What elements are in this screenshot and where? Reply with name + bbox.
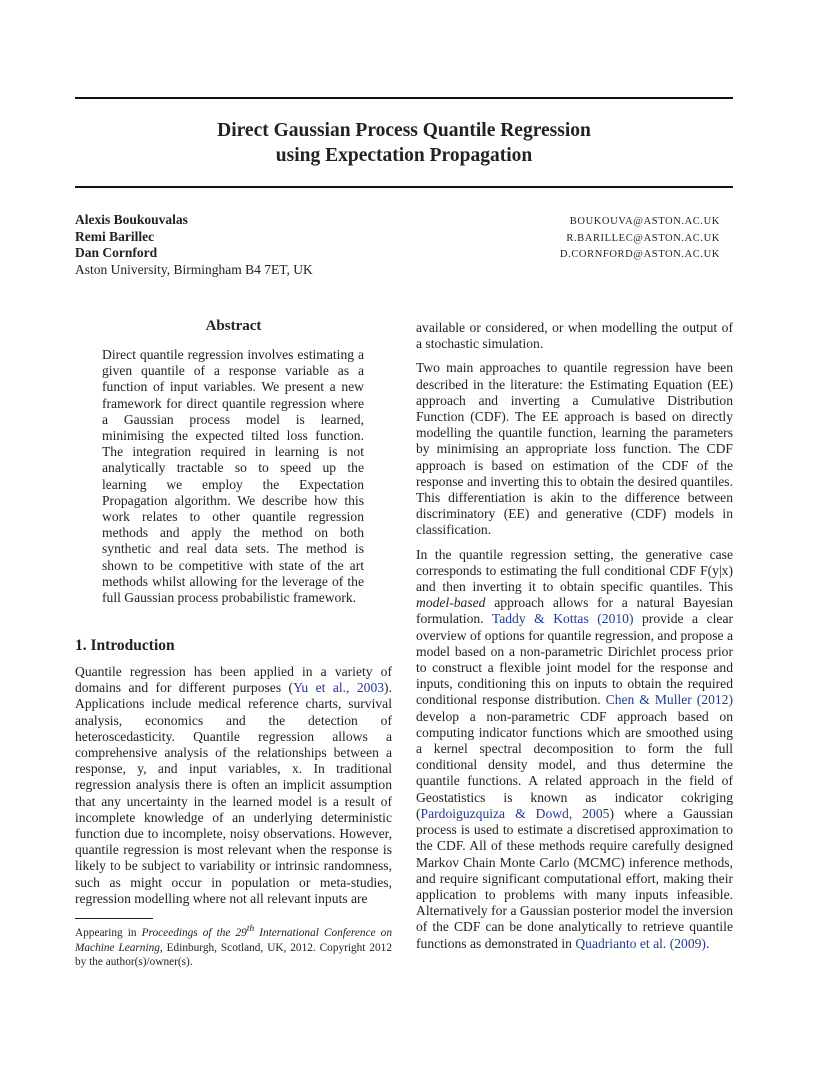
citation-link[interactable]: Taddy & Kottas (2010) [491, 611, 634, 627]
text-run: Quantile regression has been applied in a variety of domains and for different purposes ( [75, 664, 392, 696]
abstract-heading: Abstract [205, 318, 262, 334]
author-block [75, 212, 313, 278]
citation-link[interactable]: Pardoiguzquiza & Dowd, 2005 [420, 805, 610, 821]
text-run: ) where a Gaussian process is used to estimate a discretised approximation to the CDF. All of these methods require carefully designed Markov Chain Monte Carlo (MCMC) inference methods, and require significant computational effort, making their application to problems with many inputs infeasible. Alternatively for a Gaussian posterior model the inversion of the CDF can be done analytically to retrieve quantile functions as demonstrated in [416, 805, 733, 951]
emphasis-text: model-based [416, 595, 486, 611]
text-run: develop a non-parametric CDF approach based on computing indicator functions which are smoothed using a kernel spectral decomposition to form the full conditional density model, and thus determine the quantile functions. A related approach in the field of Geostatistics is known as indicator cokriging ( [416, 708, 733, 821]
author-name: Dan Cornford [75, 245, 158, 260]
title-bottom-rule [75, 186, 733, 188]
citation-link[interactable]: Yu et al., 2003 [293, 680, 385, 696]
text-run: In the quantile regression setting, the generative case corresponds to estimating the full conditional CDF F(y|x) and then inverting it to obtain specific quantiles. This [416, 546, 733, 595]
superscript: th [246, 924, 255, 934]
body-paragraph: available or considered, or when modelling the output of a stochastic simulation. [416, 320, 733, 352]
footnote-rule [75, 918, 153, 919]
text-run: approach allows for a natural Bayesian formulation. [416, 595, 733, 627]
author-name: Remi Barillec [75, 228, 155, 244]
right-column [416, 320, 733, 960]
author-email[interactable]: R.BARILLEC@ASTON.AC.UK [566, 232, 720, 244]
affiliation: Aston University, Birmingham B4 7ET, UK [75, 261, 313, 277]
text-run: . [705, 935, 710, 951]
citation-link[interactable]: Chen & Muller (2012) [605, 692, 733, 708]
body-paragraph [416, 547, 733, 952]
author-email[interactable]: D.CORNFORD@ASTON.AC.UK [559, 249, 720, 260]
title-line-2: using Expectation Propagation [275, 145, 533, 166]
text-run: International Conference on Machine Learning [75, 926, 392, 954]
author-name: Alexis Boukouvalas [75, 212, 188, 227]
section-heading-introduction: 1. Introduction [75, 637, 175, 654]
title-line-1: Direct Gaussian Process Quantile Regression [217, 120, 591, 141]
introduction-body [75, 664, 392, 915]
text-run: ). Applications include medical reference charts, survival analysis, economics and the detection of heteroscedasticity. Quantile regression allows a comprehensive analysis of the relationships between a response, y, and input variables, x. In traditional regression analysis there is often an implicit assumption that any uncertainty in the learned model is a result of incomplete knowledge of an underlying deterministic function due to incomplete, noisy observations. However, quantile regression is most relevant when the response is likely to be subject to variability or intrinsic randomness, such as might occur in population or meta-studies, regression modelling where not all relevant inputs are [75, 680, 392, 906]
body-paragraph: Two main approaches to quantile regression have been described in the literature: the Estimating Equation (EE) approach and inverting a Cumulative Distribution Function (CDF). The EE approach is based on directly modelling the quantile function, learning the parameters by minimising an appropriate loss function. The CDF approach is based on estimation of the CDF of the response and inverting this to obtain the desired quantiles. This differentiation is akin to the difference between discriminatory (EE) and generative (CDF) models in classification. [416, 360, 733, 538]
paper-title [75, 118, 733, 168]
footnote [75, 922, 392, 970]
citation-link[interactable]: Quadrianto et al. (2009) [575, 935, 706, 951]
text-run: Appearing in [75, 926, 142, 939]
text-run: , Edinburgh, Scotland, UK, 2012. Copyright 2012 by the author(s)/owner(s). [75, 941, 392, 969]
author-email[interactable]: BOUKOUVA@ASTON.AC.UK [569, 216, 720, 227]
abstract-text: Direct quantile regression involves estimating a given quantile of a response variable as a function of input variables. We present a new framework for direct quantile regression where a Gaussian process model is learned, minimising the expected tilted loss function. The integration required in learning is not analytically tractable so to speed up the learning we employ the Expectation Propagation algorithm. We describe how this work relates to other quantile regression methods and apply the method on both synthetic and real data sets. The method is shown to be competitive with state of the art methods whilst allowing for the leverage of the full Gaussian process probabilistic framework. [102, 347, 364, 606]
abstract-body [102, 347, 364, 614]
email-block [560, 214, 720, 264]
intro-paragraph [75, 664, 392, 907]
top-rule [75, 97, 733, 99]
text-run: Proceedings of the 29 [141, 926, 247, 939]
text-run: provide a clear overview of options for quantile regression, and propose a model based on a non-parametric Dirichlet process prior to construct a flexible joint model for the response and inputs, conditioning this on inputs to obtain the required conditional response distribution. [416, 611, 734, 708]
